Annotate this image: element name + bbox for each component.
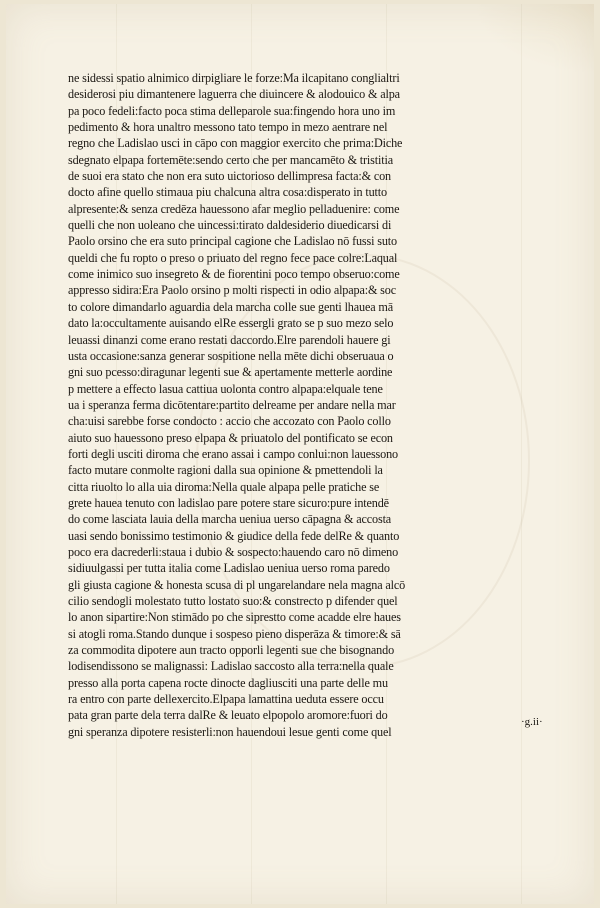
- text-line: docto afine quello stimaua piu chalcuna altra cosa:disperato in tutto: [68, 185, 387, 200]
- text-line: p mettere a effecto lasua cattiua uolonta contro alpapa:elquale tene: [68, 381, 383, 396]
- text-line: sdegnato elpapa fortemēte:sendo certo che per mancamēto & tristitia: [68, 152, 393, 167]
- text-line: Paolo orsino che era suto principal cagione che Ladislao nō fussi suto: [68, 234, 397, 249]
- text-line: uasi sendo bonissimo testimonio & giudice della fede delRe & quanto: [68, 528, 400, 543]
- text-line: quelli che non uoleano che uincessi:tirato daldesiderio diuedicarsi di: [68, 218, 392, 233]
- text-line: citta riuolto lo alla uia diroma:Nella quale alpapa pelle pratiche se: [68, 479, 380, 494]
- text-line: alpresente:& senza credēza hauessono afar meglio pelladuenire: come: [68, 201, 400, 216]
- body-text: [68, 70, 568, 740]
- text-line: to colore dimandarlo aguardia dela marcha colle sue genti lhauea mā: [68, 299, 393, 314]
- text-line: usta occasione:sanza generar sospitione nella mēte dichi obseruaua o: [68, 348, 394, 363]
- text-line: queldi che fu ropto o preso o priuato del regno fece pace colre:Laqual: [68, 250, 398, 265]
- book-page: [6, 4, 594, 904]
- text-line: lo anon sipartire:Non stimādo po che siprestto come acadde elre haues: [68, 610, 401, 625]
- text-line: appresso sidira:Era Paolo orsino p molti rispecti in odio alpapa:& soc: [68, 283, 396, 298]
- text-line: cilio sendogli molestato tutto lostato suo:& constrecto p difender quel: [68, 594, 398, 608]
- text-line: ne sidessi spatio alnimico dirpigliare le forze:Ma ilcapitano conglialtri: [68, 71, 400, 85]
- corner-stain: [474, 4, 594, 74]
- text-line: come inimico suo insegreto & de fiorentini poco tempo obseruo:come: [68, 267, 400, 282]
- text-line: gli giusta cagione & honesta scusa di pl ungarelandare nela magna alcō: [68, 577, 406, 592]
- text-line: facto mutare conmolte ragioni dalla sua opinione & pmettendoli la: [68, 463, 383, 478]
- text-line: poco era dacrederli:staua i dubio & sospecto:hauendo caro nō dimeno: [68, 544, 399, 559]
- text-line: cha:uisi sarebbe forse condocto : accio che accozato con Paolo collo: [68, 414, 391, 429]
- text-line: grete hauea tenuto con ladislao pare potere stare sicuro:pure intendē: [68, 495, 389, 510]
- text-line: ua i speranza ferma dicōtentare:partito delreame per andare nella mar: [68, 397, 396, 412]
- text-line: do come lasciata lauia della marcha ueniua uerso cāpagna & accosta: [68, 512, 392, 527]
- text-line: pa poco fedeli:facto poca stima delleparole sua:fingendo hora uno im: [68, 103, 396, 118]
- text-line: dato la:occultamente auisando elRe essergli grato se p suo mezo selo: [68, 316, 394, 331]
- text-line: pedimento & hora unaltro messono tato tempo in mezo aentrare nel: [68, 120, 388, 135]
- text-line: gni speranza dipotere resisterli:non hauendoui lesue genti come quel: [68, 724, 392, 739]
- text-line: gni suo pcesso:diragunar legenti sue & apertamente metterle aordine: [68, 365, 393, 380]
- text-line: aiuto suo hauessono preso elpapa & priuatolo del pontificato se econ: [68, 430, 393, 445]
- text-line: sidiuulgassi per tutta italia come Ladislao ueniua uerso roma paredo: [68, 561, 390, 576]
- text-line: regno che Ladislao usci in cāpo con maggior exercito che prima:Diche: [68, 136, 403, 151]
- text-line: leuassi dinanzi come erano restati daccordo.Elre parendoli hauere gi: [68, 332, 391, 347]
- signature-mark: ·g.ii·: [521, 716, 543, 728]
- text-line: forti degli usciti diroma che erano assai i campo conlui:non lauessono: [68, 446, 398, 461]
- text-line: desiderosi piu dimantenere laguerra che diuincere & alodouico & alpa: [68, 87, 400, 102]
- text-line: si atogli roma.Stando dunque i sospeso pieno disperāza & timore:& sā: [68, 626, 401, 641]
- text-line: de suoi era stato che non era suto uictorioso dellimpresa facta:& con: [68, 169, 392, 184]
- text-line: lodisendissono se malignassi: Ladislao saccosto alla terra:nella quale: [68, 659, 394, 674]
- text-line: za commodita dipotere aun tracto opporli legenti sue che bisognando: [68, 643, 395, 658]
- text-line: pata gran parte dela terra dalRe & leuato elpopolo aromore:fuori do: [68, 708, 388, 723]
- text-line: presso alla porta capena rocte dinocte dagliusciti una parte delle mu: [68, 675, 388, 690]
- text-line: ra entro con parte dellexercito.Elpapa lamattina ueduta essere occu: [68, 692, 384, 707]
